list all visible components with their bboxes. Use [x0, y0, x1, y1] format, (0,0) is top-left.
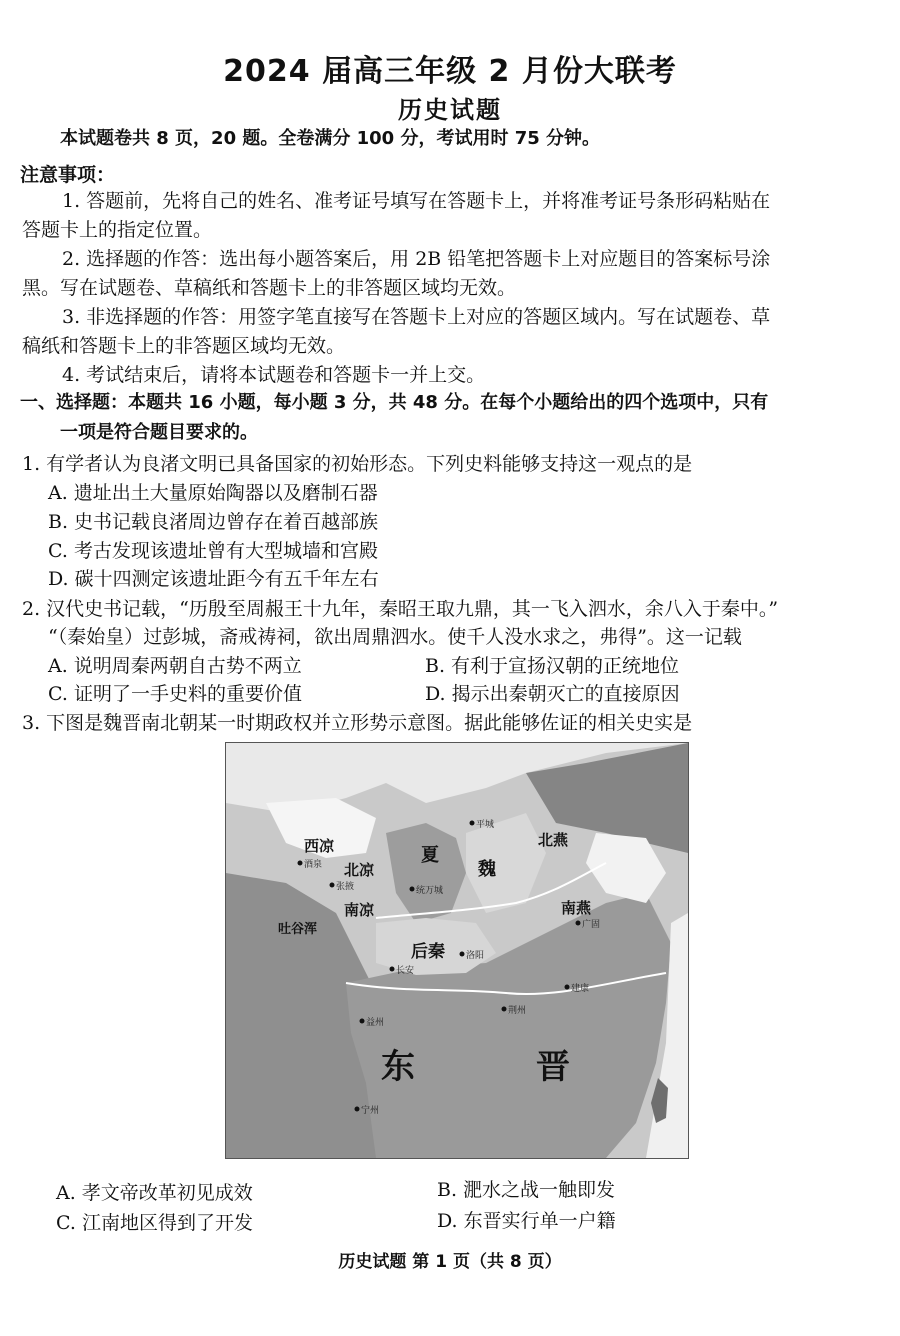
- map-city-jiankang: 建康: [571, 984, 590, 994]
- map-city-tongwancheng: 统万城: [416, 886, 444, 896]
- q2-option-d: D. 揭示出秦朝灭亡的直接原因: [425, 683, 680, 705]
- q3-option-d: D. 东晋实行单一户籍: [437, 1210, 616, 1232]
- q2-option-a: A. 说明周秦两朝自古势不两立: [48, 655, 302, 677]
- map-label-nanyan: 南燕: [561, 899, 592, 917]
- map-label-nanliang: 南凉: [344, 901, 375, 919]
- question-1-stem: 1. 有学者认为良渚文明已具备国家的初始形态。下列史料能够支持这一观点的是: [22, 453, 693, 475]
- note-line: 1. 答题前，先将自己的姓名、准考证号填写在答题卡上，并将准考证号条形码粘贴在: [62, 190, 771, 212]
- q1-option-c: C. 考古发现该遗址曾有大型城墙和宫殿: [48, 540, 378, 562]
- map-city-changan: 长安: [396, 966, 415, 976]
- map-label-dong: 东: [381, 1047, 415, 1087]
- map-city-jingzhou: 荆州: [508, 1006, 527, 1016]
- map-label-houqin: 后秦: [411, 942, 445, 962]
- map-city-ningzhou: 宁州: [361, 1106, 380, 1116]
- question-2-stem: 2. 汉代史书记载，“历殷至周赧王十九年，秦昭王取九鼎，其一飞入泗水，余八入于秦中。”: [22, 598, 779, 620]
- map-city-yizhou: 益州: [366, 1018, 385, 1028]
- exam-title: 2024 届高三年级 2 月份大联考: [223, 54, 677, 89]
- q2-option-b: B. 有利于宣扬汉朝的正统地位: [425, 655, 680, 677]
- q3-option-a: A. 孝文帝改革初见成效: [56, 1182, 253, 1204]
- page-footer: 历史试题 第 1 页（共 8 页）: [338, 1252, 562, 1272]
- map-label-wei: 魏: [478, 859, 496, 880]
- question-2-stem-cont: “（秦始皇）过彭城，斋戒祷祠，欲出周鼎泗水。使千人没水求之，弗得”。这一记载: [48, 626, 742, 648]
- q3-option-b: B. 淝水之战一触即发: [437, 1179, 616, 1201]
- section-heading-cont: 一项是符合题目要求的。: [60, 422, 258, 443]
- section-heading: 一、选择题：本题共 16 小题，每小题 3 分，共 48 分。在每个小题给出的四个选项中，只有: [20, 392, 769, 413]
- map-label-beiyan: 北燕: [538, 831, 569, 849]
- note-line: 4. 考试结束后，请将本试题卷和答题卡一并上交。: [62, 364, 486, 386]
- q1-option-b: B. 史书记载良渚周边曾存在着百越部族: [48, 511, 379, 533]
- question-3-stem: 3. 下图是魏晋南北朝某一时期政权并立形势示意图。据此能够佐证的相关史实是: [22, 712, 693, 734]
- map-label-xiliang: 西凉: [304, 837, 335, 855]
- q3-option-c: C. 江南地区得到了开发: [56, 1212, 253, 1234]
- map-label-xia: 夏: [421, 845, 439, 866]
- regime-map: [225, 742, 689, 1159]
- note-line: 2. 选择题的作答：选出每小题答案后，用 2B 铅笔把答题卡上对应题目的答案标号涂: [62, 248, 771, 270]
- q2-option-c: C. 证明了一手史料的重要价值: [48, 683, 302, 705]
- map-label-beiliang: 北凉: [344, 861, 375, 879]
- q1-option-a: A. 遗址出土大量原始陶器以及磨制石器: [48, 482, 378, 504]
- exam-subtitle: 历史试题: [398, 96, 502, 124]
- map-city-pingcheng: 平城: [476, 820, 495, 830]
- map-city-luoyang: 洛阳: [466, 951, 485, 961]
- map-city-jiuquan: 酒泉: [304, 860, 323, 870]
- note-line: 稿纸和答题卡上的非答题区域均无效。: [22, 335, 346, 357]
- note-line: 黑。写在试题卷、草稿纸和答题卡上的非答题区域均无效。: [22, 277, 517, 299]
- map-label-tuyuhun: 吐谷浑: [278, 922, 318, 937]
- map-city-zhangye: 张掖: [336, 882, 355, 892]
- map-city-guanggu: 广固: [582, 920, 601, 930]
- q1-option-d: D. 碳十四测定该遗址距今有五千年左右: [48, 568, 379, 590]
- map-label-jin: 晋: [536, 1047, 570, 1087]
- notes-heading: 注意事项：: [20, 164, 116, 186]
- exam-info: 本试题卷共 8 页，20 题。全卷满分 100 分，考试用时 75 分钟。: [60, 128, 601, 149]
- note-line: 3. 非选择题的作答：用签字笔直接写在答题卡上对应的答题区域内。写在试题卷、草: [62, 306, 771, 328]
- note-line: 答题卡上的指定位置。: [22, 219, 213, 241]
